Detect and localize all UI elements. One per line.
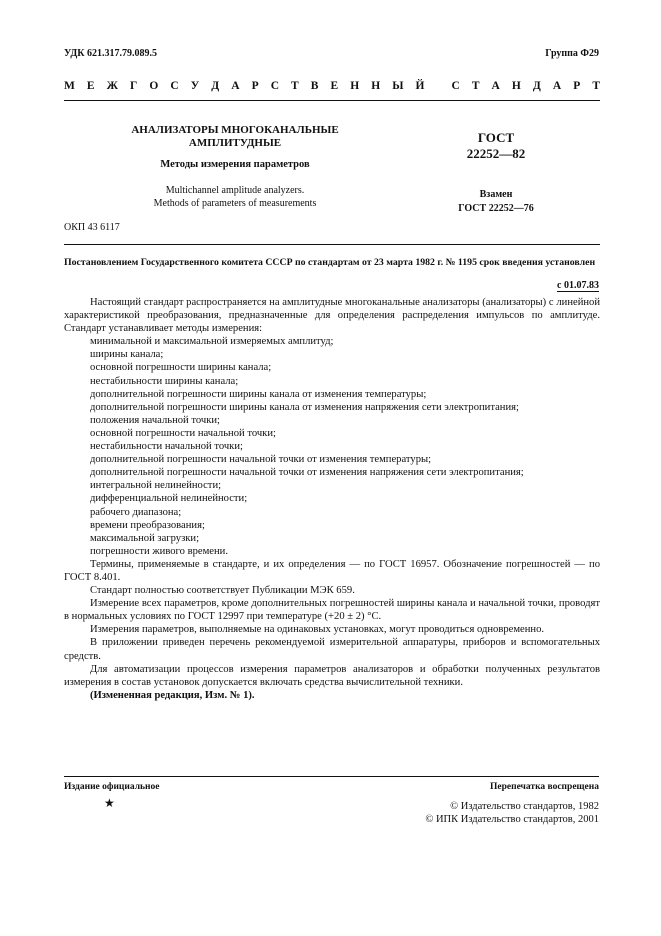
interstate-standard-heading <box>64 80 600 92</box>
method-item: положения начальной точки; <box>90 414 220 426</box>
divider-middle <box>64 244 600 245</box>
udk-code: УДК 621.317.79.089.5 <box>64 48 157 59</box>
interstate-letter: Т <box>471 80 480 92</box>
interstate-letter: Д <box>532 80 541 92</box>
interstate-letter: Ж <box>106 80 118 92</box>
official-edition: Издание официальное <box>64 782 160 792</box>
method-item: нестабильности начальной точки; <box>90 441 243 453</box>
method-item: минимальной и максимальной измеряемых амплитуд; <box>90 336 334 348</box>
title-block <box>90 124 380 210</box>
interstate-letter: С <box>170 80 179 92</box>
body-paragraph: Для автоматизации процессов измерения параметров анализаторов и обработки полученных результатов измерения в состав установок допускается включать средства вычислительной техники. <box>64 663 600 688</box>
amendment-note: (Измененная редакция, Изм. № 1). <box>90 689 255 701</box>
title-subtitle: Методы измерения параметров <box>160 159 310 170</box>
intro-paragraph: Настоящий стандарт распространяется на амплитудные многоканальные анализаторы (анализаторы) с линейной характеристикой преобразования, предназначенные для определения распределения импульсов по амплитуде. Стандарт устанавливает методы измерения: <box>64 297 600 335</box>
interstate-letter: Н <box>511 80 521 92</box>
title-line-1: АНАЛИЗАТОРЫ МНОГОКАНАЛЬНЫЕ <box>131 124 339 136</box>
interstate-letter: Е <box>330 80 339 92</box>
interstate-letter <box>437 80 440 92</box>
method-item: погрешности живого времени. <box>90 545 228 557</box>
interstate-letter: Г <box>130 80 138 92</box>
gost-designation <box>436 130 556 216</box>
interstate-letter: Р <box>573 80 581 92</box>
interstate-letter: Н <box>350 80 360 92</box>
paragraphs <box>64 558 600 689</box>
body-paragraph: В приложении приведен перечень рекомендуемой измерительной аппаратуры, приборов и вспомогательных средств. <box>64 637 600 662</box>
replaces-label: Взамен <box>479 189 513 200</box>
interstate-letter: Т <box>592 80 600 92</box>
title-english-line-2: Methods of parameters of measurements <box>153 198 317 209</box>
replaces-value: ГОСТ 22252—76 <box>458 203 534 214</box>
copyright-block <box>425 800 599 826</box>
interstate-letter: У <box>190 80 200 92</box>
interstate-letter: А <box>231 80 240 92</box>
interstate-letter: Н <box>371 80 381 92</box>
divider-footer <box>64 776 599 777</box>
reprint-prohibited: Перепечатка воспрещена <box>489 782 599 792</box>
replaces-block <box>436 188 556 216</box>
interstate-letter: О <box>149 80 159 92</box>
decree-text: Постановлением Государственного комитета СССР по стандартам от 23 марта 1982 г. № 1195 срок введения установлен <box>64 257 596 268</box>
gost-label: ГОСТ <box>477 130 515 145</box>
copyright-1982: © Издательство стандартов, 1982 <box>450 801 599 812</box>
title-english-line-1: Multichannel amplitude analyzers. <box>165 185 305 196</box>
body-text <box>64 296 600 702</box>
method-item: времени преобразования; <box>90 519 205 531</box>
interstate-letter: С <box>270 80 279 92</box>
group-code: Группа Ф29 <box>545 48 599 59</box>
interstate-letter: Е <box>86 80 95 92</box>
method-item: дифференциальной нелинейности; <box>90 493 248 505</box>
title-line-2: АМПЛИТУДНЫЕ <box>188 137 282 149</box>
method-item: максимальной загрузки; <box>90 532 200 544</box>
method-item: дополнительной погрешности начальной точки от изменения температуры; <box>90 454 432 466</box>
star-icon: ★ <box>104 796 115 810</box>
interstate-letter: Р <box>251 80 259 92</box>
method-item: нестабильности ширины канала; <box>90 375 239 387</box>
interstate-letter: А <box>552 80 562 92</box>
body-paragraph: Стандарт полностью соответствует Публикации МЭК 659. <box>90 585 355 597</box>
interstate-letter: Т <box>291 80 299 92</box>
method-item: рабочего диапазона; <box>90 506 182 518</box>
method-item: дополнительной погрешности ширины канала от изменения напряжения сети электропитания; <box>90 401 519 413</box>
method-item: основной погрешности начальной точки; <box>90 427 276 439</box>
interstate-letter: С <box>451 80 460 92</box>
body-paragraph: Измерения параметров, выполняемые на одинаковых установках, могут проводиться одновременно. <box>90 624 545 636</box>
title-english <box>90 184 380 210</box>
body-paragraph: Термины, применяемые в стандарте, и их определения — по ГОСТ 16957. Обозначение погрешностей — по ГОСТ 8.401. <box>64 558 600 583</box>
interstate-letter: Д <box>211 80 220 92</box>
okp-code: ОКП 43 6117 <box>64 222 120 233</box>
copyright-2001: © ИПК Издательство стандартов, 2001 <box>425 814 599 825</box>
method-item: основной погрешности ширины канала; <box>90 362 272 374</box>
interstate-letter: Й <box>415 80 425 92</box>
interstate-letter: Ы <box>392 80 404 92</box>
effective-date: с 01.07.83 <box>557 280 599 291</box>
method-item: ширины канала; <box>90 349 164 361</box>
methods-list <box>64 335 600 558</box>
body-paragraph: Измерение всех параметров, кроме дополнительных погрешностей ширины канала и начальной точки, проводят в нормальных условиях по ГОСТ 12997 при температуре (+20 ± 2) °С. <box>64 598 600 623</box>
interstate-letter: В <box>310 80 319 92</box>
method-item: дополнительной погрешности начальной точки от изменения напряжения сети электропитания; <box>90 467 524 479</box>
interstate-letter: М <box>64 80 75 92</box>
method-item: интегральной нелинейности; <box>90 480 222 492</box>
method-item: дополнительной погрешности ширины канала от изменения температуры; <box>90 388 427 400</box>
interstate-letter: А <box>491 80 500 92</box>
divider-top <box>64 100 600 101</box>
gost-number: 22252—82 <box>466 146 526 161</box>
